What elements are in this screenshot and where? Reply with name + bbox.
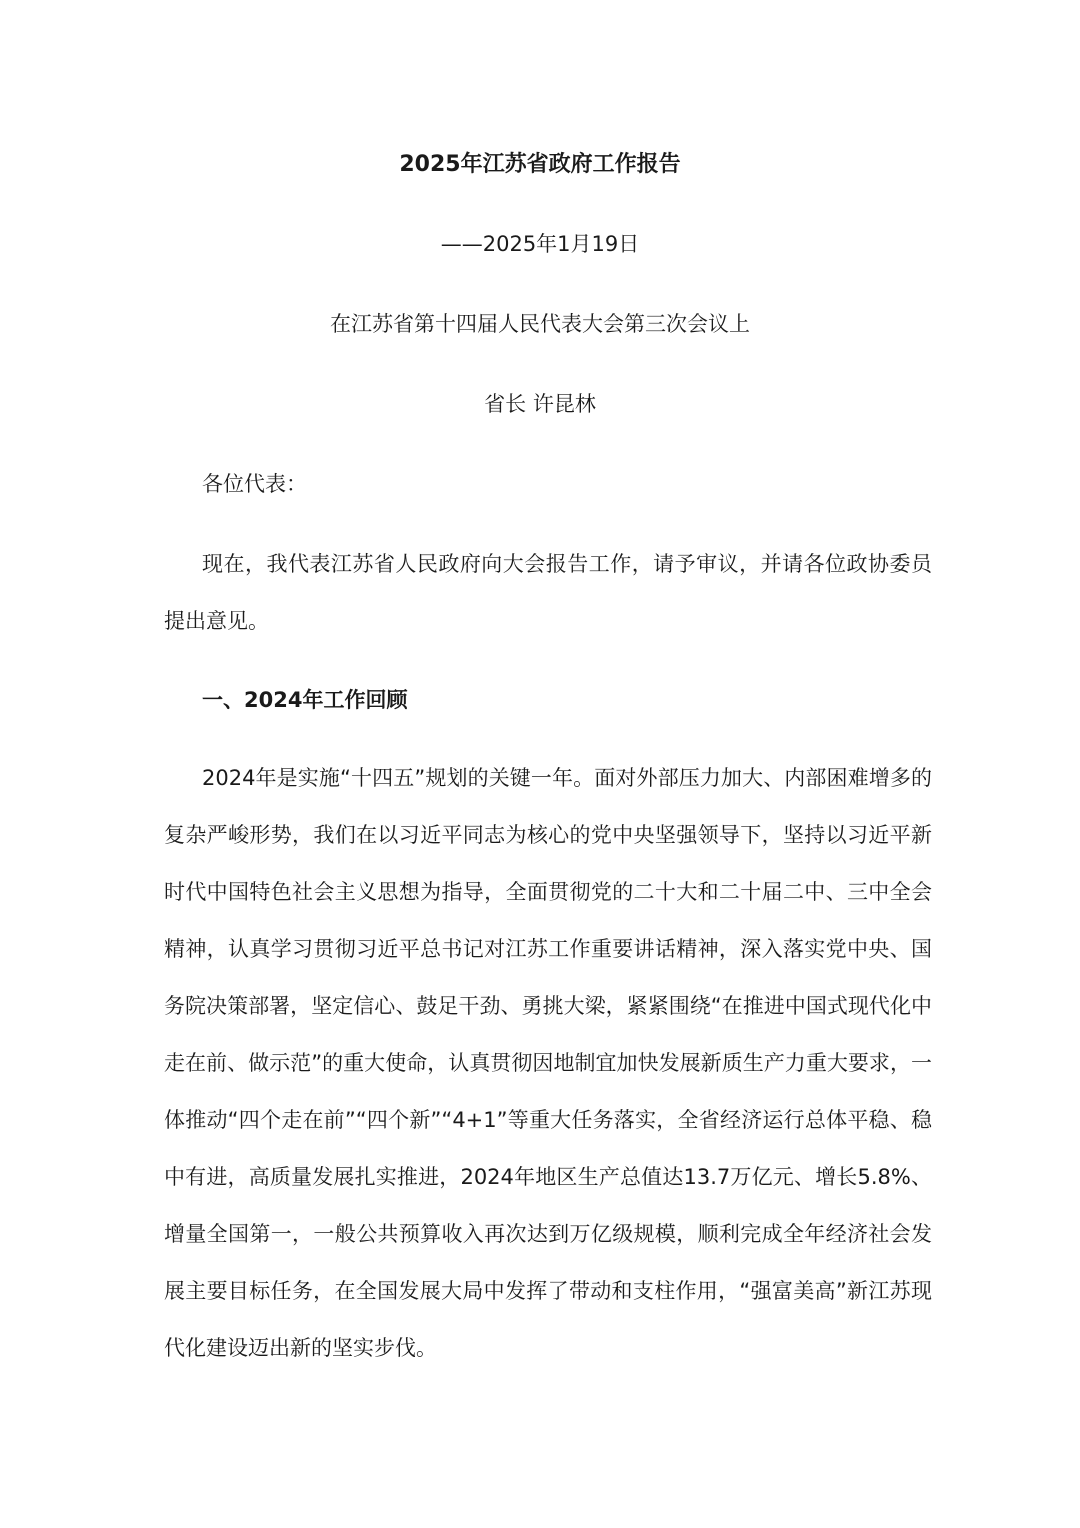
meeting-venue: 在江苏省第十四届人民代表大会第三次会议上	[330, 312, 750, 336]
document-title: 2025年江苏省政府工作报告	[399, 152, 681, 177]
salutation: 各位代表：	[202, 472, 307, 496]
review-paragraph: 2024年是实施“十四五”规划的关键一年。面对外部压力加大、内部困难增多的复杂严峻形势，我们在以习近平同志为核心的党中央坚强领导下，坚持以习近平新时代中国特色社会主义思想为指导，全面贯彻党的二十大和二十届二中、三中全会精神，认真学习贯彻习近平总书记对江苏工作重要讲话精神，深入落实党中央、国务院决策部署，坚定信心、鼓足干劲、勇挑大梁，紧紧围绕“在推进中国式现代化中走在前、做示范”的重大使命，认真贯彻因地制宜加快发展新质生产力重大要求，一体推动“四个走在前”“四个新”“4+1”等重大任务落实，全省经济运行总体平稳、稳中有进，高质量发展扎实推进，2024年地区生产总值达13.7万亿元、增长5.8%、增量全国第一，一般公共预算收入再次达到万亿级规模，顺利完成全年经济社会发展主要目标任务，在全国发展大局中发挥了带动和支柱作用，“强富美高”新江苏现代化建设迈出新的坚实步伐。	[164, 766, 932, 1360]
report-date: ——2025年1月19日	[440, 232, 640, 256]
section-heading: 一、2024年工作回顾	[202, 688, 408, 712]
speaker-line: 省长 许昆林	[484, 392, 596, 416]
intro-paragraph: 现在，我代表江苏省人民政府向大会报告工作，请予审议，并请各位政协委员提出意见。	[164, 552, 932, 633]
